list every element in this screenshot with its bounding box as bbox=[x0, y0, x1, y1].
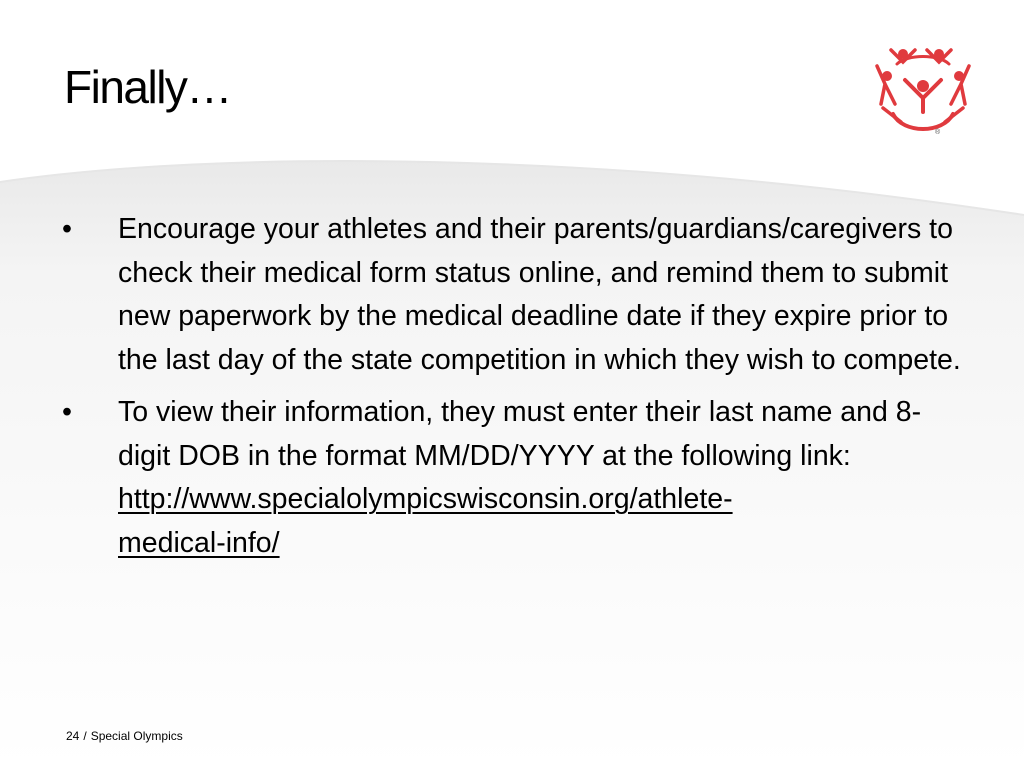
bullet-marker: • bbox=[62, 213, 72, 245]
bullet-item bbox=[62, 391, 962, 565]
bullet-text: Encourage your athletes and their parents/guardians/caregivers to check their medical form status online, and remind them to submit new paperwork by the medical deadline date if they expire prior to the last day of the state competition in which they wish to compete. bbox=[118, 213, 961, 376]
bullet-item bbox=[62, 208, 962, 382]
slide-title: Finally… bbox=[64, 61, 231, 113]
footer-org: Special Olympics bbox=[90, 729, 183, 743]
special-olympics-logo bbox=[873, 42, 973, 142]
athlete-medical-info-link[interactable] bbox=[118, 483, 733, 559]
bullet-marker: • bbox=[62, 396, 72, 428]
footer bbox=[66, 729, 183, 743]
link-text-line-2: medical-info/ bbox=[118, 526, 280, 559]
footer-separator: / bbox=[83, 729, 87, 743]
link-text-line-1: http://www.specialolympicswisconsin.org/athlete- bbox=[118, 483, 733, 515]
logo-trademark: ® bbox=[935, 129, 941, 136]
bullet-list bbox=[62, 208, 962, 574]
bullet-text: To view their information, they must enter their last name and 8-digit DOB in the format MM/DD/YYYY at the following link: bbox=[118, 396, 922, 472]
page-number: 24 bbox=[66, 729, 80, 743]
